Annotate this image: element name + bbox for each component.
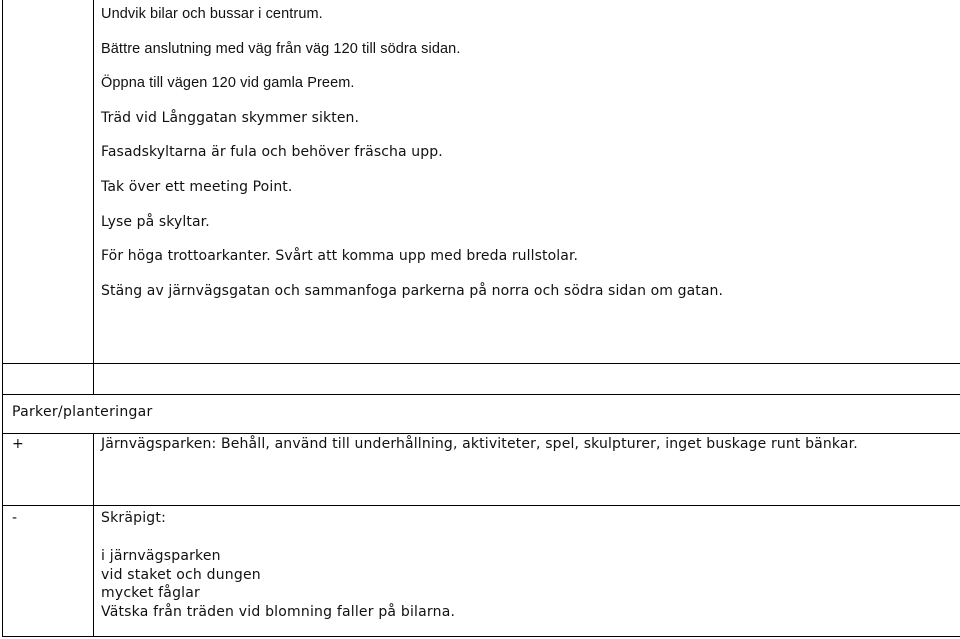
list-item: Vätska från träden vid blomning faller på bilarna.	[101, 603, 456, 620]
feedback-cell	[94, 0, 960, 364]
category-label: Parker/planteringar	[12, 404, 153, 420]
feedback-line: Tak över ett meeting Point.	[101, 178, 293, 195]
positive-sign: +	[12, 436, 24, 452]
positive-cell	[94, 434, 960, 506]
table-row	[3, 506, 960, 637]
table-row	[3, 0, 960, 364]
table-row	[3, 395, 960, 434]
negative-sign: -	[12, 510, 18, 526]
empty-cell	[3, 0, 94, 364]
negative-cell	[94, 506, 960, 637]
positive-text: Järnvägsparken: Behåll, använd till underhållning, aktiviteter, spel, skulpturer, inget buskage runt bänkar.	[101, 436, 858, 452]
table-row	[3, 434, 960, 506]
list-item: vid staket och dungen	[101, 566, 261, 583]
list-item: mycket fåglar	[101, 585, 201, 601]
feedback-line: Undvik bilar och bussar i centrum.	[101, 6, 323, 22]
feedback-list	[94, 0, 960, 316]
feedback-line: Lyse på skyltar.	[101, 213, 210, 230]
feedback-line: Stäng av järnvägsgatan och sammanfoga parkerna på norra och södra sidan om gatan.	[101, 282, 724, 299]
category-cell	[3, 395, 960, 434]
sign-cell	[3, 434, 94, 506]
feedback-line: Öppna till vägen 120 vid gamla Preem.	[101, 75, 355, 92]
document-table	[2, 0, 960, 637]
feedback-line: För höga trottoarkanter. Svårt att komma upp med breda rullstolar.	[101, 248, 579, 265]
sign-cell	[3, 506, 94, 637]
table-row	[3, 364, 960, 395]
empty-cell	[3, 364, 94, 395]
feedback-line: Fasadskyltarna är fula och behöver fräscha upp.	[101, 144, 443, 161]
negative-list	[94, 506, 960, 621]
list-item: i järnvägsparken	[101, 548, 221, 564]
empty-cell	[94, 364, 960, 395]
feedback-line: Bättre anslutning med väg från väg 120 till södra sidan.	[101, 40, 461, 57]
negative-heading: Skräpigt:	[101, 510, 166, 526]
feedback-line: Träd vid Långgatan skymmer sikten.	[101, 109, 360, 126]
